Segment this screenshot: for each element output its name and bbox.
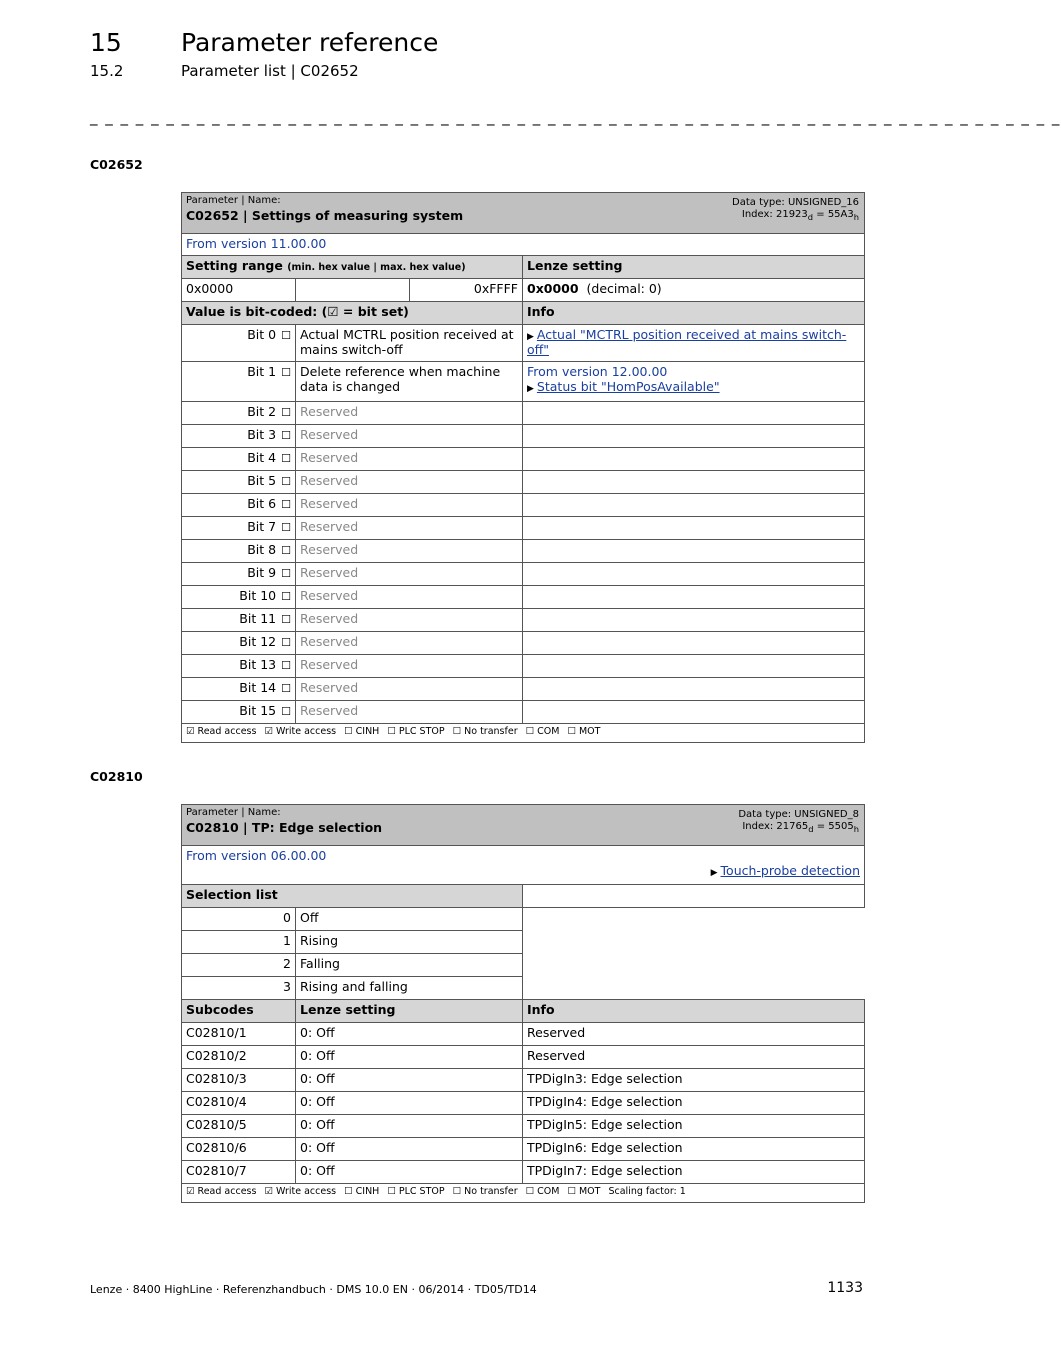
bit-row bbox=[182, 448, 865, 471]
access-flag: ☑ Write access bbox=[264, 726, 337, 737]
bit-info bbox=[523, 471, 865, 494]
bitcoded-header: Value is bit-coded: (☑ = bit set) bbox=[182, 302, 523, 325]
selection-text: Rising and falling bbox=[296, 977, 523, 1000]
param-header bbox=[182, 193, 865, 234]
access-footer bbox=[182, 724, 865, 743]
access-flag: ☐ No transfer bbox=[452, 1186, 518, 1197]
selection-row bbox=[182, 908, 865, 931]
bit-info bbox=[523, 448, 865, 471]
section-title: Parameter list | C02652 bbox=[181, 62, 359, 80]
subcode-row bbox=[182, 1161, 865, 1184]
triangle-right-icon: ▶ bbox=[527, 384, 534, 394]
lenze-setting-header: Lenze setting bbox=[296, 1000, 523, 1023]
selection-value: 3 bbox=[182, 977, 296, 1000]
bit-description: Reserved bbox=[296, 609, 523, 632]
param-label: Parameter | Name: bbox=[186, 807, 281, 818]
param-label: Parameter | Name: bbox=[186, 195, 281, 206]
info-header: Info bbox=[523, 302, 865, 325]
bit-info bbox=[523, 586, 865, 609]
max-value: 0xFFFF bbox=[410, 279, 523, 302]
chapter-number: 15 bbox=[90, 28, 122, 57]
bit-label: Bit 12 bbox=[239, 634, 277, 649]
checkbox-icon: ☐ bbox=[281, 567, 291, 580]
param-meta bbox=[732, 197, 859, 223]
bit-label-cell bbox=[182, 448, 296, 471]
access-flag: ☑ Read access bbox=[186, 1186, 257, 1197]
bit-description: Delete reference when machine data is changed bbox=[296, 362, 523, 402]
bit-row bbox=[182, 655, 865, 678]
bit-info bbox=[523, 425, 865, 448]
subcode-info: TPDigIn4: Edge selection bbox=[523, 1092, 865, 1115]
subcode-setting: 0: Off bbox=[296, 1069, 523, 1092]
bit-label-cell bbox=[182, 701, 296, 724]
bit-row bbox=[182, 678, 865, 701]
bit-label-cell bbox=[182, 517, 296, 540]
bit-description: Reserved bbox=[296, 448, 523, 471]
lenze-setting-header: Lenze setting bbox=[523, 256, 865, 279]
bit-info bbox=[523, 655, 865, 678]
subcode-row bbox=[182, 1115, 865, 1138]
info-header: Info bbox=[523, 1000, 865, 1023]
subcode: C02810/4 bbox=[182, 1092, 296, 1115]
bit-description: Reserved bbox=[296, 494, 523, 517]
bit-info bbox=[523, 609, 865, 632]
checkbox-icon: ☐ bbox=[281, 329, 291, 342]
selection-row bbox=[182, 954, 865, 977]
selection-value: 2 bbox=[182, 954, 296, 977]
bit-description: Reserved bbox=[296, 655, 523, 678]
checkbox-icon: ☐ bbox=[281, 429, 291, 442]
bit-row bbox=[182, 494, 865, 517]
checkbox-icon: ☐ bbox=[281, 705, 291, 718]
subcode-setting: 0: Off bbox=[296, 1046, 523, 1069]
selection-row bbox=[182, 977, 865, 1000]
param-name: C02810 | TP: Edge selection bbox=[186, 820, 383, 835]
subcode-setting: 0: Off bbox=[296, 1138, 523, 1161]
bit-description: Reserved bbox=[296, 540, 523, 563]
access-flag: ☐ PLC STOP bbox=[387, 726, 445, 737]
bit-row bbox=[182, 402, 865, 425]
selection-text: Rising bbox=[296, 931, 523, 954]
bit-info bbox=[523, 362, 865, 402]
subcode: C02810/7 bbox=[182, 1161, 296, 1184]
access-footer bbox=[182, 1184, 865, 1203]
bit-label: Bit 13 bbox=[239, 657, 277, 672]
bit-label: Bit 15 bbox=[239, 703, 277, 718]
bit-label: Bit 7 bbox=[247, 519, 277, 534]
bit-label: Bit 5 bbox=[247, 473, 277, 488]
bit-label: Bit 8 bbox=[247, 542, 277, 557]
access-flag: ☐ PLC STOP bbox=[387, 1186, 445, 1197]
document-footer: Lenze · 8400 HighLine · Referenzhandbuch · DMS 10.0 EN · 06/2014 · TD05/TD14 bbox=[90, 1283, 537, 1296]
bit-row bbox=[182, 362, 865, 402]
bit-description: Reserved bbox=[296, 517, 523, 540]
bit-description: Reserved bbox=[296, 632, 523, 655]
access-flag: Scaling factor: 1 bbox=[608, 1186, 686, 1197]
subcode: C02810/1 bbox=[182, 1023, 296, 1046]
info-version: From version 12.00.00 bbox=[527, 364, 668, 379]
touch-probe-link[interactable]: Touch-probe detection bbox=[720, 863, 860, 878]
subcode-setting: 0: Off bbox=[296, 1092, 523, 1115]
chapter-title: Parameter reference bbox=[181, 28, 439, 57]
empty-cell bbox=[523, 885, 865, 908]
access-flag: ☐ CINH bbox=[344, 726, 380, 737]
subcode-row bbox=[182, 1023, 865, 1046]
bit-row bbox=[182, 701, 865, 724]
checkbox-icon: ☐ bbox=[281, 498, 291, 511]
subcode-row bbox=[182, 1092, 865, 1115]
checkbox-icon: ☐ bbox=[281, 682, 291, 695]
access-flag: ☑ Read access bbox=[186, 726, 257, 737]
bit-rows bbox=[182, 325, 865, 724]
subcode-setting: 0: Off bbox=[296, 1161, 523, 1184]
checkbox-icon: ☐ bbox=[281, 613, 291, 626]
bit-info bbox=[523, 701, 865, 724]
bit-info bbox=[523, 402, 865, 425]
bit-row bbox=[182, 471, 865, 494]
bit-label-cell bbox=[182, 678, 296, 701]
triangle-right-icon: ▶ bbox=[527, 332, 534, 342]
bit-description: Reserved bbox=[296, 678, 523, 701]
subcode-info: TPDigIn6: Edge selection bbox=[523, 1138, 865, 1161]
bit-label: Bit 3 bbox=[247, 427, 277, 442]
bit-label-cell bbox=[182, 471, 296, 494]
param-meta bbox=[738, 809, 859, 835]
bit-label-cell bbox=[182, 655, 296, 678]
bit-description: Reserved bbox=[296, 402, 523, 425]
bit-row bbox=[182, 325, 865, 362]
param-name: C02652 | Settings of measuring system bbox=[186, 208, 464, 223]
param-index: Index: $21765_d = 5505_h$ bbox=[742, 821, 859, 834]
selection-text: Falling bbox=[296, 954, 523, 977]
checkbox-icon: ☐ bbox=[281, 659, 291, 672]
checkbox-icon: ☐ bbox=[281, 406, 291, 419]
section-number: 15.2 bbox=[90, 62, 124, 80]
subcode: C02810/3 bbox=[182, 1069, 296, 1092]
info-link[interactable]: Actual "MCTRL position received at mains switch-off" bbox=[527, 327, 847, 357]
checkbox-icon: ☐ bbox=[281, 636, 291, 649]
empty-cell bbox=[296, 279, 410, 302]
subcode: C02810/2 bbox=[182, 1046, 296, 1069]
bit-row bbox=[182, 540, 865, 563]
bit-row bbox=[182, 609, 865, 632]
bit-description: Actual MCTRL position received at mains switch-off bbox=[296, 325, 523, 362]
bit-label-cell bbox=[182, 632, 296, 655]
from-version: From version 11.00.00 bbox=[186, 236, 327, 251]
bit-info bbox=[523, 563, 865, 586]
bit-label-cell bbox=[182, 540, 296, 563]
selection-text: Off bbox=[296, 908, 523, 931]
selection-row bbox=[182, 931, 865, 954]
triangle-right-icon: ▶ bbox=[710, 868, 718, 878]
header-separator: _ _ _ _ _ _ _ _ _ _ _ _ _ _ _ _ _ _ _ _ _ _ _ _ _ _ _ _ _ _ _ _ _ _ _ _ _ _ _ _ _ _ _ _ _ _ _ _ _ _ _ _ _ _ _ _ _ _ _ _ _ _ _ _ bbox=[90, 108, 1061, 126]
bit-label-cell bbox=[182, 609, 296, 632]
bit-label-cell bbox=[182, 402, 296, 425]
data-type: Data type: UNSIGNED_8 bbox=[738, 809, 859, 820]
param-index: Index: $21923_d = 55A3_h$ bbox=[741, 209, 860, 222]
page-number: 1133 bbox=[827, 1280, 863, 1296]
checkbox-icon: ☐ bbox=[281, 366, 291, 379]
checkbox-icon: ☐ bbox=[281, 544, 291, 557]
bit-label: Bit 10 bbox=[239, 588, 277, 603]
bit-info bbox=[523, 678, 865, 701]
bit-label-cell bbox=[182, 362, 296, 402]
setting-range-header: Setting range (min. hex value | max. hex value) bbox=[182, 256, 523, 279]
access-flag: ☐ MOT bbox=[567, 726, 601, 737]
checkbox-icon: ☐ bbox=[281, 452, 291, 465]
bit-row bbox=[182, 563, 865, 586]
bit-info bbox=[523, 517, 865, 540]
bit-label: Bit 6 bbox=[247, 496, 277, 511]
bit-label-cell bbox=[182, 425, 296, 448]
bit-label: Bit 1 bbox=[247, 364, 277, 379]
param-table-c02810 bbox=[181, 804, 865, 1203]
subcode-info: Reserved bbox=[523, 1046, 865, 1069]
access-flag: ☑ Write access bbox=[264, 1186, 337, 1197]
selection-value: 0 bbox=[182, 908, 296, 931]
info-link[interactable]: Status bit "HomPosAvailable" bbox=[536, 379, 720, 394]
subcode-setting: 0: Off bbox=[296, 1023, 523, 1046]
min-value: 0x0000 bbox=[182, 279, 296, 302]
checkbox-icon: ☐ bbox=[281, 521, 291, 534]
bit-info bbox=[523, 494, 865, 517]
bit-label: Bit 4 bbox=[247, 450, 277, 465]
data-type: Data type: UNSIGNED_16 bbox=[732, 197, 860, 208]
bit-label-cell bbox=[182, 563, 296, 586]
subcode-row bbox=[182, 1046, 865, 1069]
bit-label: Bit 11 bbox=[239, 611, 277, 626]
selection-list-header: Selection list bbox=[182, 885, 523, 908]
subcode: C02810/5 bbox=[182, 1115, 296, 1138]
from-version: From version 06.00.00 bbox=[186, 848, 327, 863]
subcode-row bbox=[182, 1138, 865, 1161]
bit-row bbox=[182, 632, 865, 655]
bit-info bbox=[523, 540, 865, 563]
subcode-setting: 0: Off bbox=[296, 1115, 523, 1138]
checkbox-icon: ☐ bbox=[281, 475, 291, 488]
access-flag: ☐ COM bbox=[525, 1186, 560, 1197]
selection-value: 1 bbox=[182, 931, 296, 954]
subcode-info: Reserved bbox=[523, 1023, 865, 1046]
bit-info bbox=[523, 632, 865, 655]
bit-label: Bit 9 bbox=[247, 565, 277, 580]
bit-row bbox=[182, 425, 865, 448]
subcodes-header: Subcodes bbox=[182, 1000, 296, 1023]
selection-rows bbox=[182, 908, 865, 1000]
bit-description: Reserved bbox=[296, 586, 523, 609]
bit-info bbox=[523, 325, 865, 362]
bit-label-cell bbox=[182, 494, 296, 517]
param-header bbox=[182, 805, 865, 846]
subcode-row bbox=[182, 1069, 865, 1092]
bit-label-cell bbox=[182, 586, 296, 609]
param-heading-c02810: C02810 bbox=[90, 769, 143, 784]
access-flag: ☐ MOT bbox=[567, 1186, 601, 1197]
param-table-c02652 bbox=[181, 192, 865, 743]
bit-description: Reserved bbox=[296, 425, 523, 448]
subcode-info: TPDigIn5: Edge selection bbox=[523, 1115, 865, 1138]
bit-label: Bit 14 bbox=[239, 680, 277, 695]
subcode-rows bbox=[182, 1023, 865, 1184]
access-flag: ☐ No transfer bbox=[452, 726, 518, 737]
bit-description: Reserved bbox=[296, 701, 523, 724]
bit-description: Reserved bbox=[296, 563, 523, 586]
default-value: 0x0000 (decimal: 0) bbox=[523, 279, 865, 302]
param-heading-c02652: C02652 bbox=[90, 157, 143, 172]
bit-row bbox=[182, 517, 865, 540]
subcode-info: TPDigIn7: Edge selection bbox=[523, 1161, 865, 1184]
bit-description: Reserved bbox=[296, 471, 523, 494]
bit-label: Bit 2 bbox=[247, 404, 277, 419]
bit-label: Bit 0 bbox=[247, 327, 277, 342]
subcode-info: TPDigIn3: Edge selection bbox=[523, 1069, 865, 1092]
access-flag: ☐ COM bbox=[525, 726, 560, 737]
access-flag: ☐ CINH bbox=[344, 1186, 380, 1197]
bit-label-cell bbox=[182, 325, 296, 362]
checkbox-icon: ☐ bbox=[281, 590, 291, 603]
subcode: C02810/6 bbox=[182, 1138, 296, 1161]
bit-row bbox=[182, 586, 865, 609]
